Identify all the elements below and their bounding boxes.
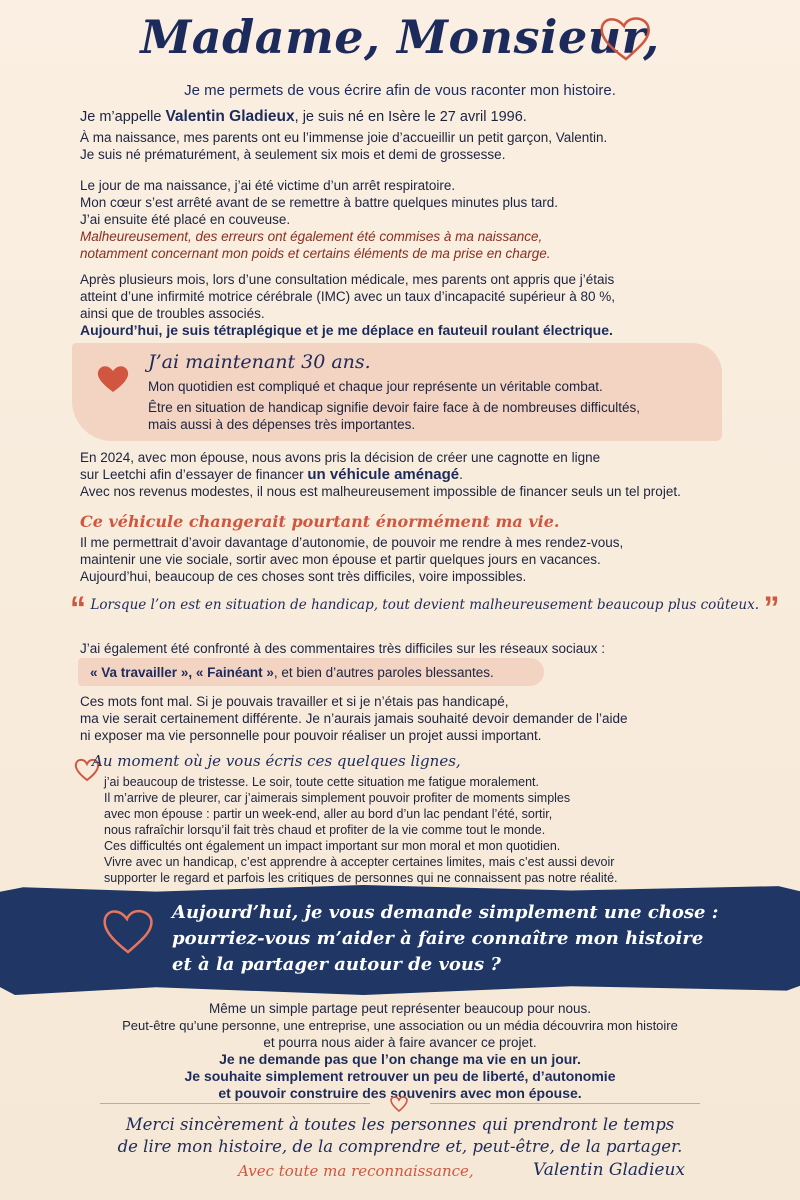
text: À ma naissance, mes parents ont eu l’immense joie d’accueillir un petit garçon, Valentin. — [80, 130, 608, 145]
text: Je m’appelle — [80, 109, 166, 125]
text: Vivre avec un handicap, c’est apprendre à accepter certaines limites, mais c’est aussi devoir — [104, 855, 615, 869]
text: J’ai également été confronté à des commentaires très difficiles sur les réseaux sociaux : — [80, 641, 606, 656]
text-bold: Je souhaite simplement retrouver un peu de liberté, d’autonomie — [184, 1068, 616, 1084]
paragraph-words-hurt — [80, 693, 760, 744]
text: . — [459, 467, 463, 482]
text: J’ai ensuite été placé en couveuse. — [80, 212, 291, 227]
text: Même un simple partage peut représenter beaucoup pour nous. — [209, 1001, 591, 1016]
text-bold: et pouvoir construire des souvenirs avec mon épouse. — [218, 1085, 582, 1101]
paragraph-birth — [80, 108, 720, 163]
quote-open-mark: “ — [70, 590, 86, 626]
quote-close-mark: ” — [763, 590, 780, 626]
appeal-line: pourriez-vous m’aider à faire connaître mon histoire — [172, 928, 704, 949]
text: Avec nos revenus modestes, il nous est malheureusement impossible de financer seuls un tel projet. — [80, 484, 681, 499]
heart-icon — [598, 14, 654, 64]
appeal-line: et à la partager autour de vous ? — [172, 954, 501, 975]
text-bold: Je ne demande pas que l’on change ma vie en un jour. — [219, 1051, 581, 1067]
text: Le jour de ma naissance, j’ai été victime d’un arrêt respiratoire. — [80, 178, 456, 193]
thanks-line: Merci sincèrement à toutes les personnes qui prendront le temps — [125, 1115, 675, 1134]
heart-icon — [96, 364, 130, 394]
text: Je suis né prématurément, à seulement six mois et demi de grossesse. — [80, 147, 506, 162]
text: Être en situation de handicap signifie devoir faire face à de nombreuses difficultés, — [148, 400, 641, 415]
author-name: Valentin Gladieux — [165, 108, 295, 125]
insult-quote — [90, 664, 550, 681]
closing-regards: Avec toute ma reconnaissance, — [238, 1162, 474, 1180]
section-heading: J’ai maintenant 30 ans. — [148, 351, 371, 373]
letter-title: Madame, Monsieur, — [140, 10, 660, 64]
paragraph-hope — [40, 1051, 760, 1102]
paragraph-sadness — [92, 752, 784, 886]
text: Mon cœur s’est arrêté avant de se remettre à battre quelques minutes plus tard. — [80, 195, 558, 210]
text: ni exposer ma vie personnelle pour pouvoir réaliser un projet aussi important. — [80, 728, 542, 743]
age-section — [148, 350, 708, 433]
section-heading: Ce véhicule changerait pourtant énormément ma vie. — [80, 512, 560, 531]
text: maintenir une vie sociale, sortir avec mon épouse et partir quelques jours en vacances. — [80, 552, 601, 567]
text: Après plusieurs mois, lors d’une consultation médicale, mes parents ont appris que j’étais — [80, 272, 615, 287]
intro-line: Je me permets de vous écrire afin de vous raconter mon histoire. — [184, 82, 616, 99]
text: Ces mots font mal. Si je pouvais travailler et si je n’étais pas handicapé, — [80, 694, 509, 709]
divider — [100, 1103, 370, 1104]
paragraph-vehicle — [80, 512, 760, 585]
text: , et bien d’autres paroles blessantes. — [273, 665, 494, 680]
text-bold: Aujourd’hui, je suis tétraplégique et je me déplace en fauteuil roulant électrique. — [80, 322, 613, 338]
paragraph-share — [40, 1000, 760, 1051]
closing-thanks — [30, 1114, 770, 1158]
paragraph-fundraiser — [80, 449, 760, 500]
thanks-line: de lire mon histoire, de la comprendre et, peut-être, de la partager. — [117, 1137, 683, 1156]
text: atteint d’une infirmité motrice cérébrale (IMC) avec un taux d’incapacité supérieur à 80 %, — [80, 289, 616, 304]
text: nous rafraîchir lorsqu’il fait très chaud et profiter de la vie comme tout le monde. — [104, 823, 546, 837]
heart-icon — [390, 1096, 408, 1112]
text: j’ai beaucoup de tristesse. Le soir, toute cette situation me fatigue moralement. — [104, 775, 539, 789]
text-bold: « Va travailler », « Fainéant » — [90, 665, 274, 680]
quote — [70, 590, 780, 626]
text: En 2024, avec mon épouse, nous avons pris la décision de créer une cagnotte en ligne — [80, 450, 601, 465]
text: Il m’arrive de pleurer, car j’aimerais simplement pouvoir profiter de moments simples — [104, 791, 571, 805]
paragraph-diagnosis — [80, 271, 750, 339]
text: et pourra nous aider à faire avancer ce projet. — [263, 1035, 537, 1050]
heart-icon — [100, 906, 156, 956]
text: avec mon épouse : partir un week-end, aller au bord d’un lac pendant l’été, sortir, — [104, 807, 553, 821]
text: sur Leetchi afin d’essayer de financer — [80, 467, 308, 482]
appeal-text — [172, 900, 772, 978]
appeal-line: Aujourd’hui, je vous demande simplement une chose : — [172, 902, 719, 923]
text: Aujourd’hui, beaucoup de ces choses sont très difficiles, voire impossibles. — [80, 569, 527, 584]
text: ma vie serait certainement différente. Je n’aurais jamais souhaité devoir demander de l’aide — [80, 711, 628, 726]
signature: Valentin Gladieux — [533, 1160, 685, 1180]
text-emphasis: notamment concernant mon poids et certains éléments de ma prise en charge. — [80, 246, 551, 261]
text: Mon quotidien est compliqué et chaque jour représente un véritable combat. — [148, 379, 603, 394]
text: Il me permettrait d’avoir davantage d’autonomie, de pouvoir me rendre à mes rendez-vous, — [80, 535, 624, 550]
text: mais aussi à des dépenses très importantes. — [148, 417, 416, 432]
text-emphasis: Malheureusement, des erreurs ont également été commises à ma naissance, — [80, 229, 543, 244]
section-heading: Au moment où je vous écris ces quelques lignes, — [92, 752, 461, 770]
text: , je suis né en Isère le 27 avril 1996. — [294, 109, 527, 125]
text: supporter le regard et parfois les critiques de personnes qui ne connaissent pas notre réalité. — [104, 871, 618, 885]
divider — [430, 1103, 700, 1104]
text: Ces difficultés ont également un impact important sur mon moral et mon quotidien. — [104, 839, 561, 853]
text: ainsi que de troubles associés. — [80, 306, 265, 321]
paragraph-complications — [80, 177, 740, 262]
quote-text: Lorsque l’on est en situation de handicap, tout devient malheureusement beaucoup plus coûteux. — [90, 597, 759, 613]
text-bold: un véhicule aménagé — [307, 466, 460, 483]
text: Peut-être qu’une personne, une entreprise, une association ou un média découvrira mon histoire — [122, 1018, 678, 1033]
